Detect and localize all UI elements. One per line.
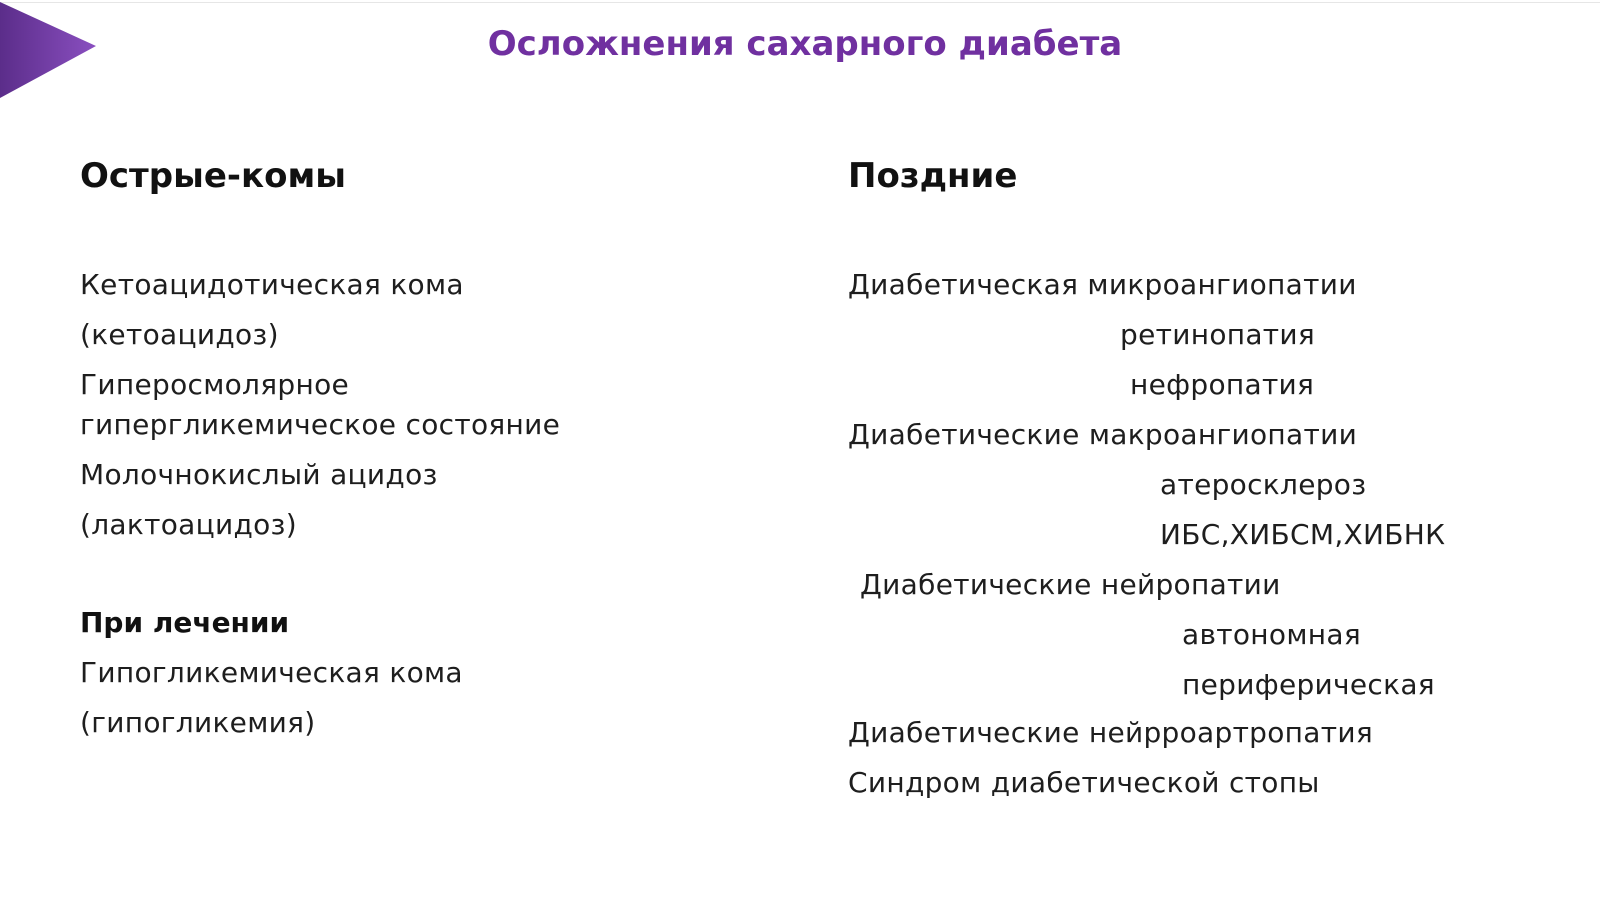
late-subitem: периферическая — [1182, 668, 1435, 701]
treatment-item: Гипогликемическая кома — [80, 656, 463, 689]
late-item: Диабетические макроангиопатии — [848, 418, 1358, 451]
late-item: Синдром диабетической стопы — [848, 766, 1320, 799]
treatment-complications-heading: При лечении — [80, 606, 290, 639]
slide-title: Осложнения сахарного диабета — [487, 24, 1123, 64]
late-item: Диабетические нейрроартропатия — [848, 716, 1374, 749]
acute-item: (кетоацидоз) — [80, 318, 279, 351]
acute-item: Гиперосмолярное — [80, 368, 350, 401]
acute-item: Молочнокислый ацидоз — [80, 458, 438, 491]
late-subitem: автономная — [1182, 618, 1361, 651]
late-subitem: ИБС,ХИБСМ,ХИБНК — [1160, 518, 1446, 551]
acute-item: (лактоацидоз) — [80, 508, 297, 541]
acute-item: гипергликемическое состояние — [80, 408, 561, 441]
late-subitem: атеросклероз — [1160, 468, 1367, 501]
treatment-item: (гипогликемия) — [80, 706, 316, 739]
acute-complications-heading: Острые-комы — [80, 156, 346, 196]
top-border-line — [0, 2, 1600, 3]
late-item: Диабетическая микроангиопатии — [848, 268, 1357, 301]
late-subitem: ретинопатия — [1120, 318, 1316, 351]
late-subitem: нефропатия — [1130, 368, 1315, 401]
late-item: Диабетические нейропатии — [860, 568, 1281, 601]
late-complications-heading: Поздние — [848, 156, 1018, 196]
acute-item: Кетоацидотическая кома — [80, 268, 464, 301]
